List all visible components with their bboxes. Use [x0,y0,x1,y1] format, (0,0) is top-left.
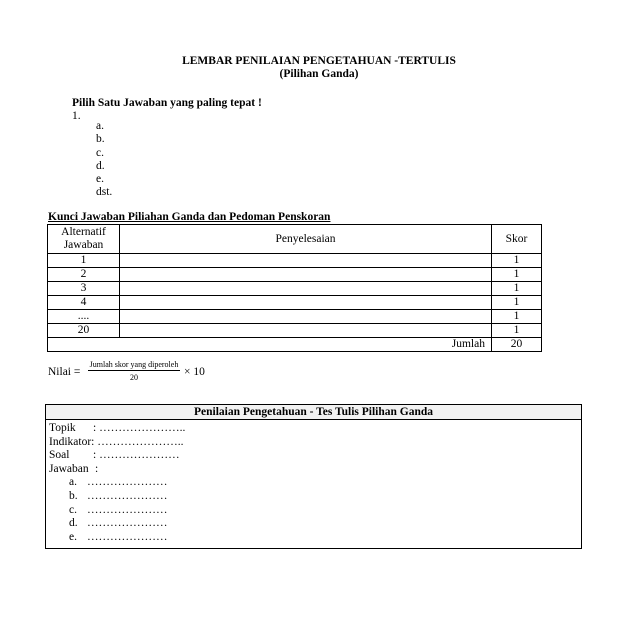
table-row [48,296,542,310]
table-row [48,324,542,338]
formula-multiplier: × 10 [184,366,205,378]
indikator-row [49,436,581,450]
answer-letter: a. [69,476,77,489]
answer-letter: e. [69,530,77,543]
column-header-skor: Skor [492,225,542,254]
option-a: a. [96,120,104,132]
option-c: c. [96,146,104,159]
formula-label: Nilai = [48,366,81,378]
cell-score: 1 [492,282,542,296]
cell-alt: 4 [48,296,120,310]
indikator-value: : ………………….. [91,435,184,448]
topik-label: Topik [49,422,76,434]
table-row [48,310,542,324]
cell-score: 1 [492,310,542,324]
cell-solution [120,254,492,268]
table-row [48,268,542,282]
answer-blank: ………………… [87,476,168,489]
answer-blank: ………………… [87,489,168,502]
jawaban-row [49,463,581,477]
topik-row [49,422,581,436]
cell-score: 1 [492,254,542,268]
question-instruction: Pilih Satu Jawaban yang paling tepat ! [72,97,262,109]
cell-alt: 20 [48,324,120,338]
cell-alt: 1 [48,254,120,268]
page-subtitle: (Pilihan Ganda) [279,68,359,80]
answer-key-heading: Kunci Jawaban Piliahan Ganda dan Pedoman Penskoran [48,211,331,223]
cell-solution [120,282,492,296]
table-header-row [48,225,542,254]
answer-line-a [49,476,581,490]
soal-row [49,449,581,463]
jawaban-label: Jawaban [49,462,89,475]
answer-line-c [49,504,581,518]
question-number: 1. [72,110,81,122]
answer-line-b [49,490,581,504]
table-row [48,254,542,268]
option-etc: dst. [96,186,113,199]
cell-score: 1 [492,324,542,338]
cell-score: 1 [492,268,542,282]
indikator-label: Indikator [49,435,92,448]
total-label: Jumlah [48,338,492,352]
topik-value: : ………………….. [93,422,186,434]
soal-label: Soal [49,449,70,462]
answer-letter: d. [69,517,78,530]
cell-solution [120,310,492,324]
assessment-title: Penilaian Pengetahuan - Tes Tulis Pilihan Ganda [46,405,581,420]
option-d: d. [96,159,105,172]
column-header-penyelesaian: Penyelesaian [120,225,492,254]
cell-alt: 3 [48,282,120,296]
formula-denominator: 20 [130,373,138,382]
jawaban-value: : [95,462,99,475]
table-total-row [48,338,542,352]
page-title: LEMBAR PENILAIAN PENGETAHUAN -TERTULIS [182,55,456,67]
answer-blank: ………………… [87,530,168,543]
table-row [48,282,542,296]
answer-blank: ………………… [87,517,168,530]
cell-score: 1 [492,296,542,310]
option-list [96,120,112,200]
answer-line-d [49,517,581,531]
answer-blank: ………………… [87,503,168,516]
option-e: e. [96,173,104,186]
answer-key-table [47,224,542,352]
cell-alt: 2 [48,268,120,282]
soal-value: : ………………… [93,449,180,462]
answer-line-e [49,531,581,545]
cell-solution [120,296,492,310]
column-header-alternatif: Alternatif Jawaban [48,225,120,254]
assessment-box [45,404,582,549]
answer-letter: b. [69,489,78,502]
answer-letter: c. [69,503,77,516]
cell-solution [120,268,492,282]
cell-alt: .... [48,310,120,324]
option-b: b. [96,133,105,146]
formula-numerator: Jumlah skor yang diperoleh [89,360,179,369]
formula-fraction [88,360,180,382]
cell-solution [120,324,492,338]
total-value: 20 [492,338,542,352]
